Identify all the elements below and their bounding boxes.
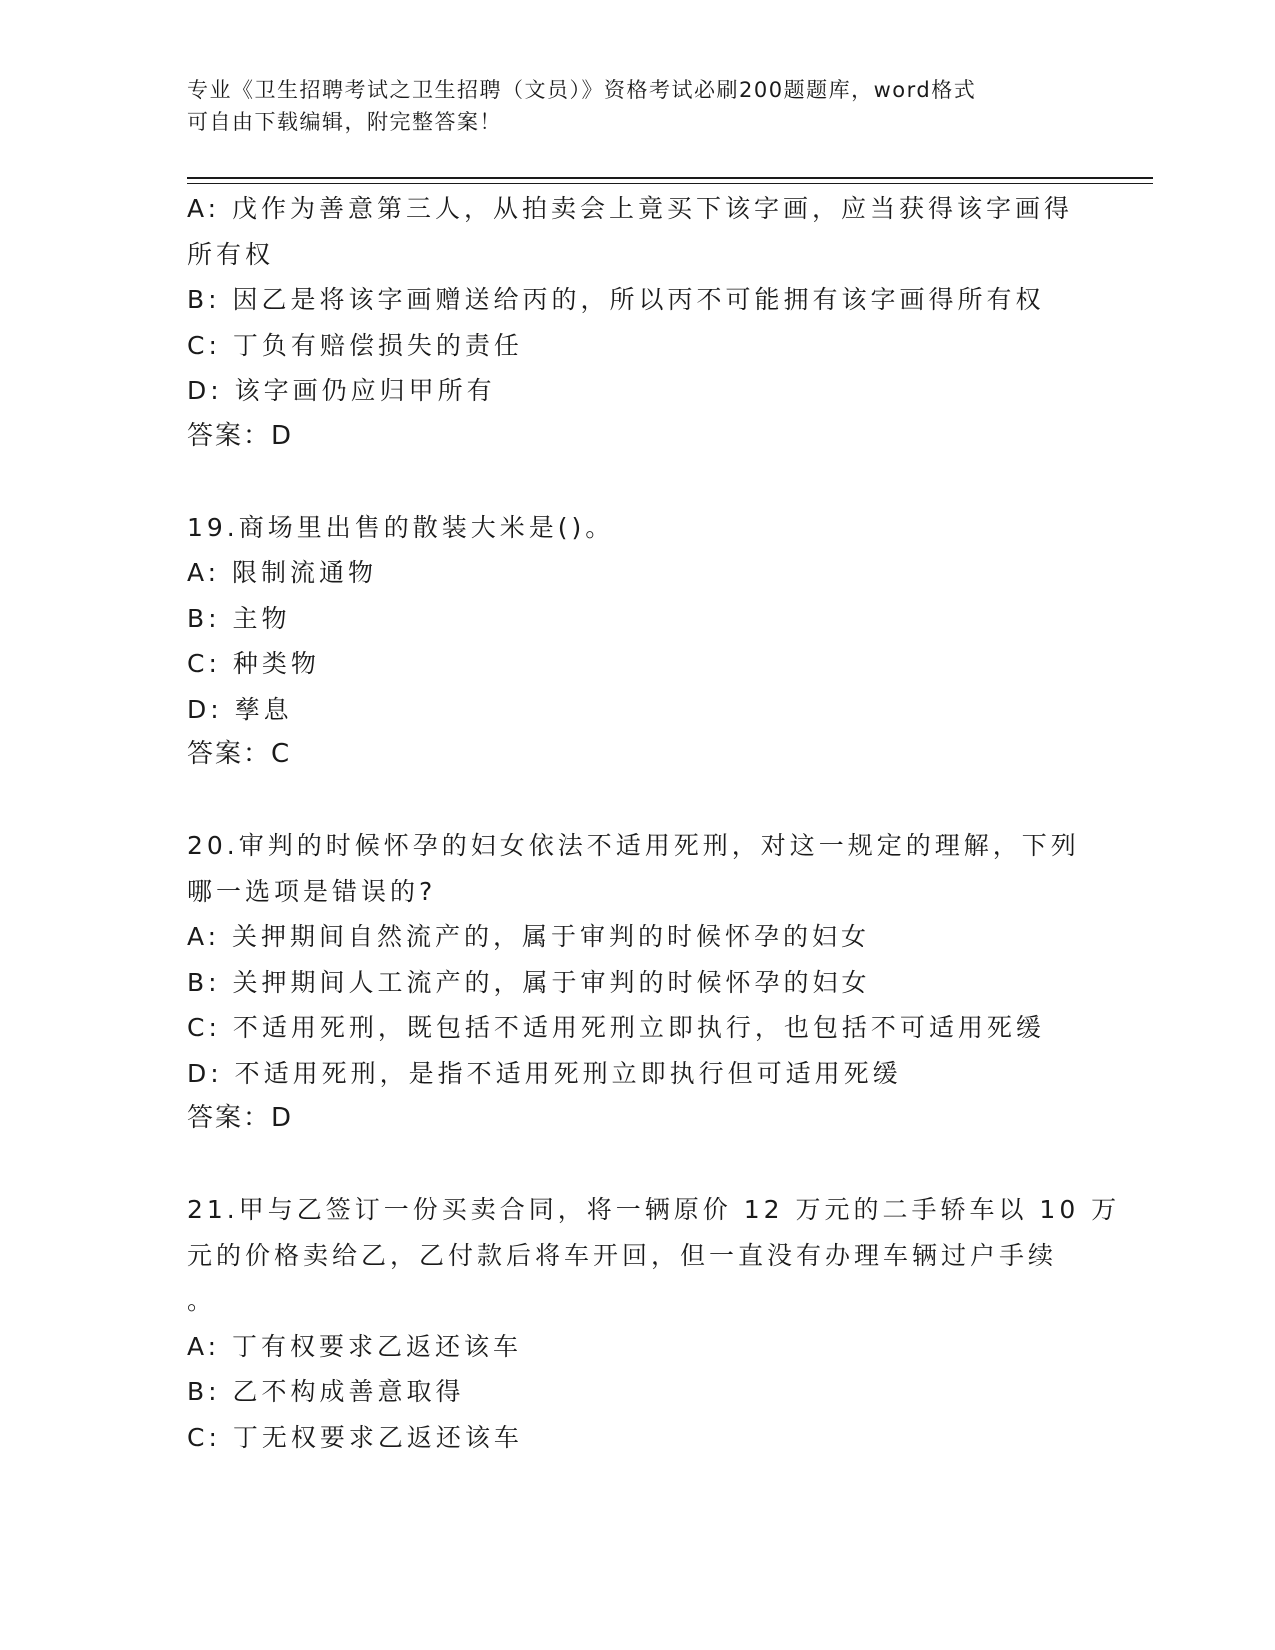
- q19-option-d: D: 孳息: [187, 694, 293, 724]
- spacer: [187, 459, 1067, 505]
- q21-option-a: A: 丁有权要求乙返还该车: [187, 1331, 523, 1361]
- q19-stem: 19.商场里出售的散装大米是()。: [187, 512, 615, 542]
- q20-answer: 答案：D: [187, 1103, 294, 1133]
- q21-option-c: C: 丁无权要求乙返还该车: [187, 1422, 523, 1452]
- q20-stem-line-2: 哪一选项是错误的?: [187, 876, 437, 906]
- q19-option-c: C: 种类物: [187, 649, 320, 678]
- question-18: [187, 186, 1074, 459]
- q21-stem-line-3: 。: [187, 1286, 217, 1315]
- q19-option-a: A: 限制流通物: [187, 558, 378, 587]
- spacer: [187, 778, 1067, 824]
- q20-option-c: C: 不适用死刑，既包括不适用死刑立即执行，也包括不可适用死缓: [187, 1013, 1045, 1042]
- q18-option-b: B: 因乙是将该字画赠送给丙的，所以丙不可能拥有该字画得所有权: [187, 285, 1045, 314]
- q21-option-b: B: 乙不构成善意取得: [187, 1377, 465, 1406]
- q21-stem-line-1: 21.甲与乙签订一份买卖合同，将一辆原价 12 万元的二手轿车以 10 万: [187, 1195, 1121, 1224]
- header-title-line-2: 可自由下载编辑，附完整答案！: [187, 110, 502, 134]
- q19-answer: 答案：C: [187, 739, 292, 769]
- q18-answer: 答案：D: [187, 420, 294, 451]
- header-divider-thick: [187, 177, 1153, 179]
- q20-option-a: A: 关押期间自然流产的，属于审判的时候怀孕的妇女: [187, 922, 871, 951]
- q18-option-a-line-1: A: 戊作为善意第三人，从拍卖会上竟买下该字画，应当获得该字画得: [187, 194, 1074, 223]
- q20-option-b: B: 关押期间人工流产的，属于审判的时候怀孕的妇女: [187, 967, 871, 997]
- q21-stem-line-2: 元的价格卖给乙，乙付款后将车开回，但一直没有办理车辆过户手续: [187, 1240, 1058, 1270]
- q19-option-b: B: 主物: [187, 603, 291, 633]
- question-19: [187, 505, 1067, 778]
- q18-option-d: D: 该字画仍应归甲所有: [187, 376, 496, 405]
- document-header: [187, 74, 1067, 138]
- question-21: [187, 1187, 1121, 1460]
- spacer: [187, 1142, 1067, 1188]
- q18-option-c: C: 丁负有赔偿损失的责任: [187, 330, 523, 360]
- question-list: [187, 186, 1121, 1460]
- q20-stem-line-1: 20.审判的时候怀孕的妇女依法不适用死刑，对这一规定的理解，下列: [187, 831, 1080, 860]
- q18-option-a-line-2: 所有权: [187, 239, 275, 269]
- header-title-line-1: 专业《卫生招聘考试之卫生招聘（文员）》资格考试必刷200题题库，word格式: [187, 78, 977, 102]
- q20-option-d: D: 不适用死刑，是指不适用死刑立即执行但可适用死缓: [187, 1058, 902, 1088]
- question-20: [187, 823, 1080, 1142]
- header-divider-thin: [187, 183, 1153, 184]
